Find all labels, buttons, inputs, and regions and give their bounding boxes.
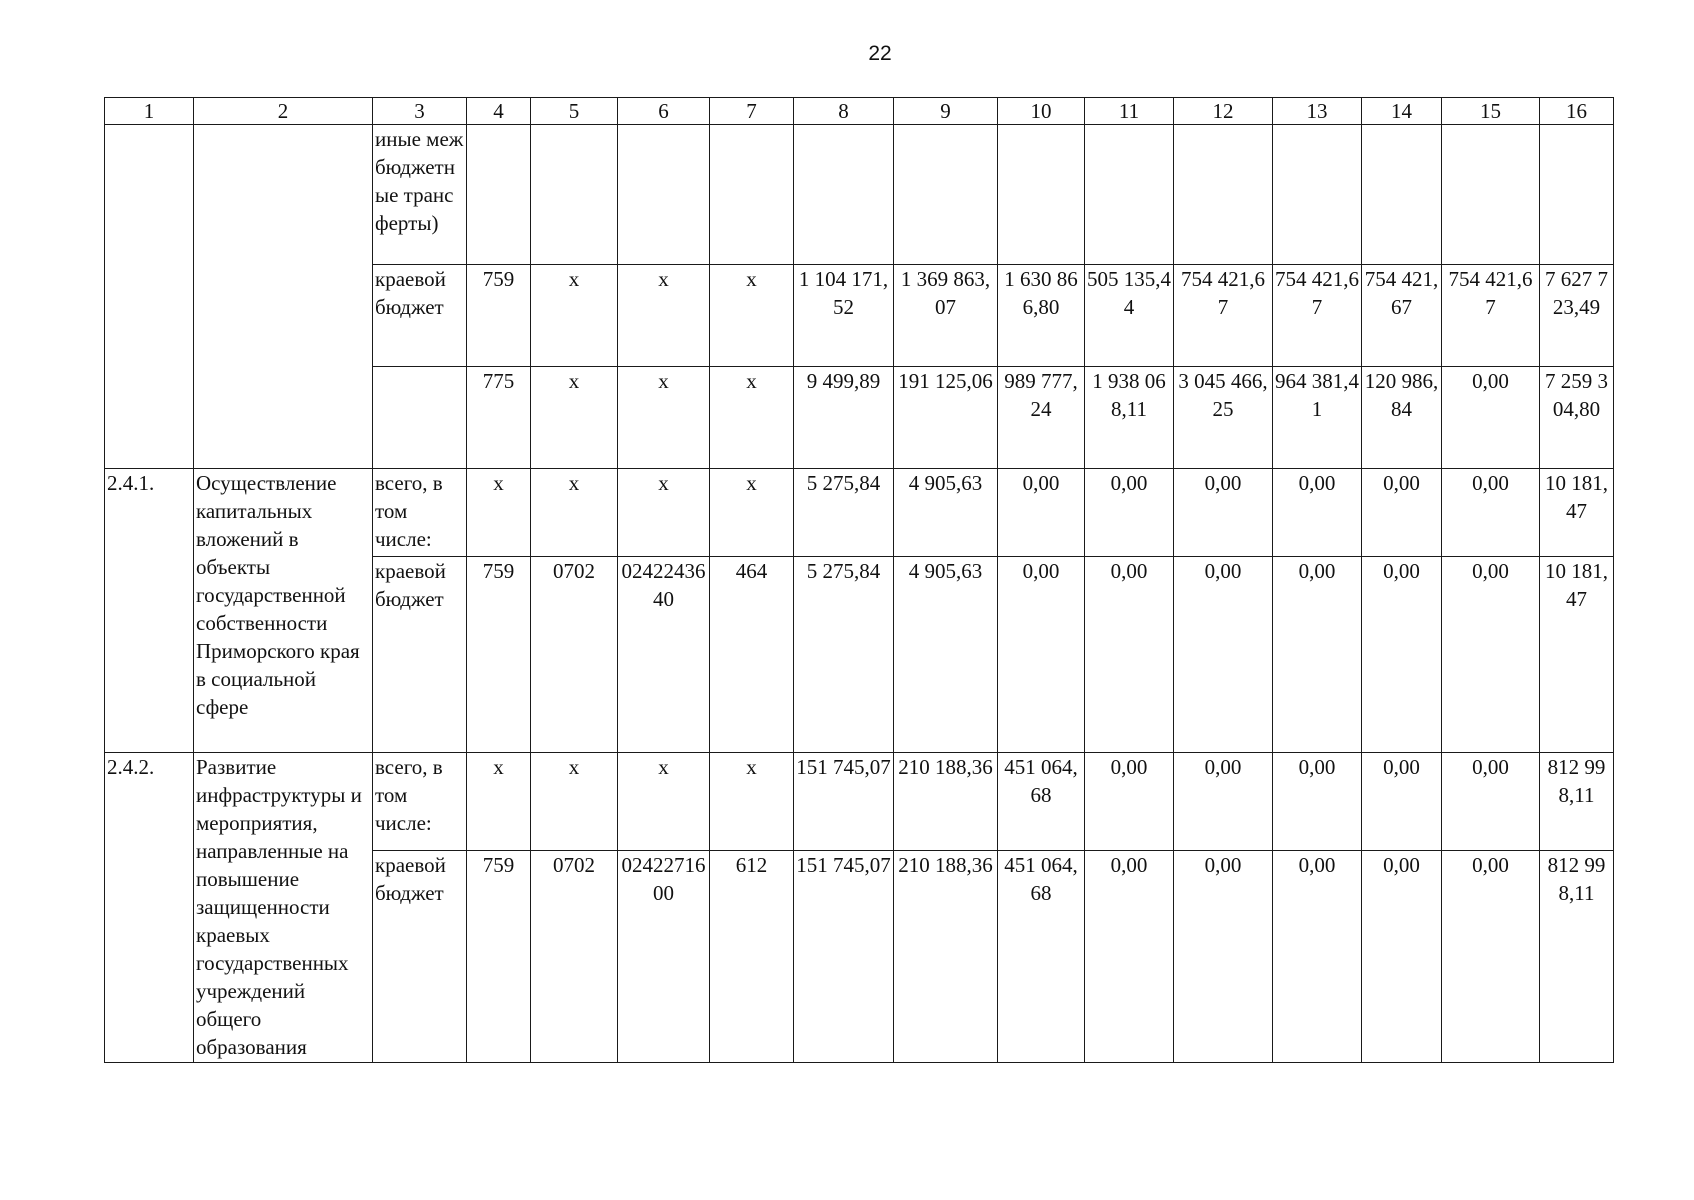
value-cell: 0,00 <box>1273 469 1362 557</box>
value-cell: 3 045 466,25 <box>1174 367 1273 469</box>
total-cell: 10 181,47 <box>1540 469 1614 557</box>
col-header-14: 14 <box>1362 98 1442 125</box>
value-cell: 5 275,84 <box>794 557 894 753</box>
value-cell: 5 275,84 <box>794 469 894 557</box>
table-row <box>105 125 1614 265</box>
value-cell: 191 125,06 <box>894 367 998 469</box>
grbs-cell: 759 <box>467 557 531 753</box>
row-name-cell <box>194 125 373 469</box>
col-header-12: 12 <box>1174 98 1273 125</box>
header-row <box>105 98 1614 125</box>
value-cell: 0,00 <box>1442 367 1540 469</box>
value-cell: 1 104 171,52 <box>794 265 894 367</box>
value-cell: 151 745,07 <box>794 753 894 851</box>
row-number-cell <box>105 125 194 469</box>
vr-cell: х <box>710 265 794 367</box>
table-row <box>105 753 1614 851</box>
source-cell: всего, в том числе: <box>373 469 467 557</box>
value-cell: 0,00 <box>1174 469 1273 557</box>
value-cell: 0,00 <box>998 557 1085 753</box>
grbs-cell: х <box>467 753 531 851</box>
value-cell: 964 381,41 <box>1273 367 1362 469</box>
total-cell: 812 998,11 <box>1540 753 1614 851</box>
csr-cell: х <box>618 367 710 469</box>
value-cell: 0,00 <box>1362 851 1442 1063</box>
col-header-4: 4 <box>467 98 531 125</box>
grbs-cell: х <box>467 469 531 557</box>
value-cell: 754 421,67 <box>1273 265 1362 367</box>
vr-cell: 464 <box>710 557 794 753</box>
col-header-3: 3 <box>373 98 467 125</box>
value-cell: 210 188,36 <box>894 753 998 851</box>
rzpr-cell: х <box>531 367 618 469</box>
value-cell: 754 421,67 <box>1174 265 1273 367</box>
vr-cell: 612 <box>710 851 794 1063</box>
total-cell: 812 998,11 <box>1540 851 1614 1063</box>
value-cell: 0,00 <box>1174 753 1273 851</box>
value-cell: 0,00 <box>1273 851 1362 1063</box>
value-cell: 451 064,68 <box>998 753 1085 851</box>
value-cell: 0,00 <box>1085 469 1174 557</box>
col-header-11: 11 <box>1085 98 1174 125</box>
csr-cell: х <box>618 469 710 557</box>
grbs-cell: 775 <box>467 367 531 469</box>
value-cell: 0,00 <box>1362 753 1442 851</box>
grbs-cell: 759 <box>467 851 531 1063</box>
col-header-6: 6 <box>618 98 710 125</box>
value-cell: 754 421,67 <box>1442 265 1540 367</box>
value-cell: 451 064,68 <box>998 851 1085 1063</box>
vr-cell: х <box>710 469 794 557</box>
csr-cell: 0242243640 <box>618 557 710 753</box>
col-header-8: 8 <box>794 98 894 125</box>
col-header-15: 15 <box>1442 98 1540 125</box>
rzpr-cell: 0702 <box>531 851 618 1063</box>
value-cell: 1 369 863,07 <box>894 265 998 367</box>
value-cell: 0,00 <box>1362 469 1442 557</box>
rzpr-cell: х <box>531 265 618 367</box>
csr-cell: 0242271600 <box>618 851 710 1063</box>
item-name: Осуществление капитальных вложений в объекты государственной собственности Приморского края в социальной сфере <box>194 469 373 753</box>
value-cell: 0,00 <box>998 469 1085 557</box>
total-cell: 7 627 723,49 <box>1540 265 1614 367</box>
rzpr-cell: х <box>531 753 618 851</box>
source-cell <box>373 367 467 469</box>
value-cell: 0,00 <box>1174 851 1273 1063</box>
total-cell: 10 181,47 <box>1540 557 1614 753</box>
value-cell: 989 777,24 <box>998 367 1085 469</box>
value-cell: 151 745,07 <box>794 851 894 1063</box>
value-cell: 0,00 <box>1442 557 1540 753</box>
value-cell: 0,00 <box>1362 557 1442 753</box>
csr-cell: х <box>618 753 710 851</box>
csr-cell: х <box>618 265 710 367</box>
item-number: 2.4.2. <box>105 753 194 1063</box>
value-cell: 120 986,84 <box>1362 367 1442 469</box>
budget-table <box>104 97 1614 1063</box>
rzpr-cell: 0702 <box>531 557 618 753</box>
source-cell: иные межбюджетные трансферты) <box>373 125 467 265</box>
value-cell: 210 188,36 <box>894 851 998 1063</box>
col-header-7: 7 <box>710 98 794 125</box>
col-header-1: 1 <box>105 98 194 125</box>
value-cell: 754 421,67 <box>1362 265 1442 367</box>
value-cell: 0,00 <box>1085 851 1174 1063</box>
value-cell: 505 135,44 <box>1085 265 1174 367</box>
vr-cell: х <box>710 753 794 851</box>
value-cell: 0,00 <box>1174 557 1273 753</box>
item-name: Развитие инфраструктуры и мероприятия, направленные на повышение защищенности краевых государственных учреждений общего образования <box>194 753 373 1063</box>
value-cell: 0,00 <box>1085 557 1174 753</box>
table-row <box>105 469 1614 557</box>
value-cell: 0,00 <box>1442 851 1540 1063</box>
source-cell: всего, в том числе: <box>373 753 467 851</box>
value-cell: 0,00 <box>1442 753 1540 851</box>
value-cell: 0,00 <box>1273 753 1362 851</box>
col-header-9: 9 <box>894 98 998 125</box>
col-header-10: 10 <box>998 98 1085 125</box>
grbs-cell: 759 <box>467 265 531 367</box>
col-header-13: 13 <box>1273 98 1362 125</box>
page-number: 22 <box>868 42 892 65</box>
value-cell: 0,00 <box>1273 557 1362 753</box>
source-cell: краевой бюджет <box>373 851 467 1063</box>
rzpr-cell: х <box>531 469 618 557</box>
source-cell: краевой бюджет <box>373 265 467 367</box>
item-number: 2.4.1. <box>105 469 194 753</box>
col-header-16: 16 <box>1540 98 1614 125</box>
value-cell: 4 905,63 <box>894 469 998 557</box>
total-cell: 7 259 304,80 <box>1540 367 1614 469</box>
col-header-2: 2 <box>194 98 373 125</box>
value-cell: 9 499,89 <box>794 367 894 469</box>
value-cell: 0,00 <box>1442 469 1540 557</box>
col-header-5: 5 <box>531 98 618 125</box>
value-cell: 0,00 <box>1085 753 1174 851</box>
value-cell: 1 938 068,11 <box>1085 367 1174 469</box>
value-cell: 1 630 866,80 <box>998 265 1085 367</box>
vr-cell: х <box>710 367 794 469</box>
value-cell: 4 905,63 <box>894 557 998 753</box>
source-cell: краевой бюджет <box>373 557 467 753</box>
